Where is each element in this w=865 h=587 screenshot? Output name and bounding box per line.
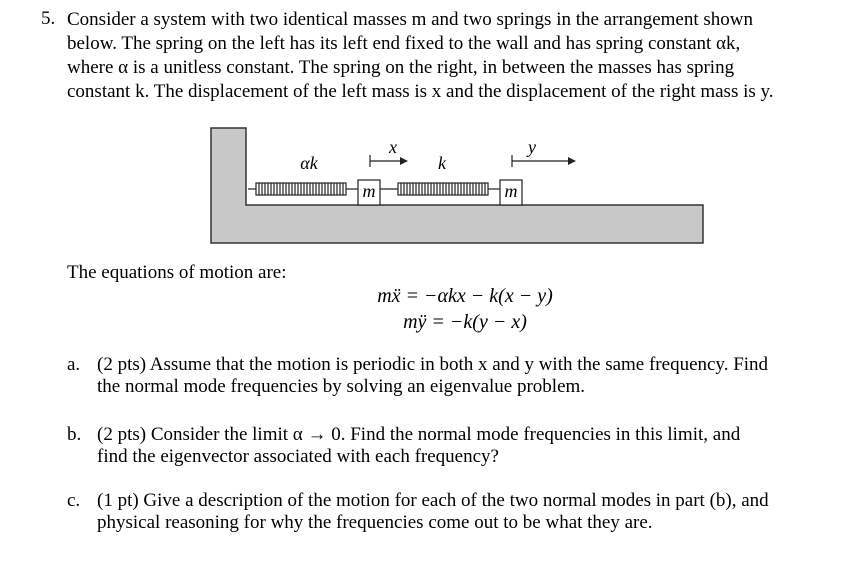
part-line: the normal mode frequencies by solving an eigenvalue problem.	[97, 376, 586, 397]
equations-heading: The equations of motion are:	[67, 262, 287, 283]
question-number: 5.	[41, 8, 56, 29]
intro-line: below. The spring on the left has its left end fixed to the wall and has spring constant αk,	[67, 33, 741, 54]
intro-line: where α is a unitless constant. The spring on the right, in between the masses has spring	[67, 57, 735, 78]
left-spring-label: αk	[300, 153, 318, 173]
right-spring-label: k	[438, 153, 446, 173]
equation-line: mÿ = −k(y − x)	[403, 311, 527, 333]
problem-intro	[67, 8, 842, 104]
part-line: (2 pts) Assume that the motion is periodic in both x and y with the same frequency. Find	[97, 354, 769, 375]
equations-of-motion	[300, 283, 630, 335]
part-body	[97, 424, 817, 468]
part-body	[97, 490, 817, 534]
part-letter: a.	[67, 354, 81, 375]
y-displacement-arrow	[512, 155, 576, 167]
left-spring	[248, 183, 358, 195]
part-line: physical reasoning for why the frequencies come out to be what they are.	[97, 512, 653, 533]
part-line: (1 pt) Give a description of the motion for each of the two normal modes in part (b), and	[97, 490, 769, 511]
intro-line: constant k. The displacement of the left mass is x and the displacement of the right mass is y.	[67, 81, 774, 102]
spring-mass-diagram	[210, 125, 710, 247]
equation-line: mẍ = −αkx − k(x − y)	[377, 285, 553, 307]
y-displacement-label: y	[528, 137, 536, 157]
intro-line: Consider a system with two identical masses m and two springs in the arrangement shown	[67, 9, 753, 30]
left-mass-label: m	[362, 181, 376, 201]
part-letter: c.	[67, 490, 81, 511]
part-body	[97, 354, 817, 398]
part-line: (2 pts) Consider the limit α → 0. Find the normal mode frequencies in this limit, and	[97, 424, 741, 445]
right-spring	[380, 183, 500, 195]
right-mass-label: m	[504, 181, 518, 201]
part-letter: b.	[67, 424, 82, 445]
x-displacement-label: x	[389, 137, 397, 157]
part-line: find the eigenvector associated with each frequency?	[97, 446, 499, 467]
